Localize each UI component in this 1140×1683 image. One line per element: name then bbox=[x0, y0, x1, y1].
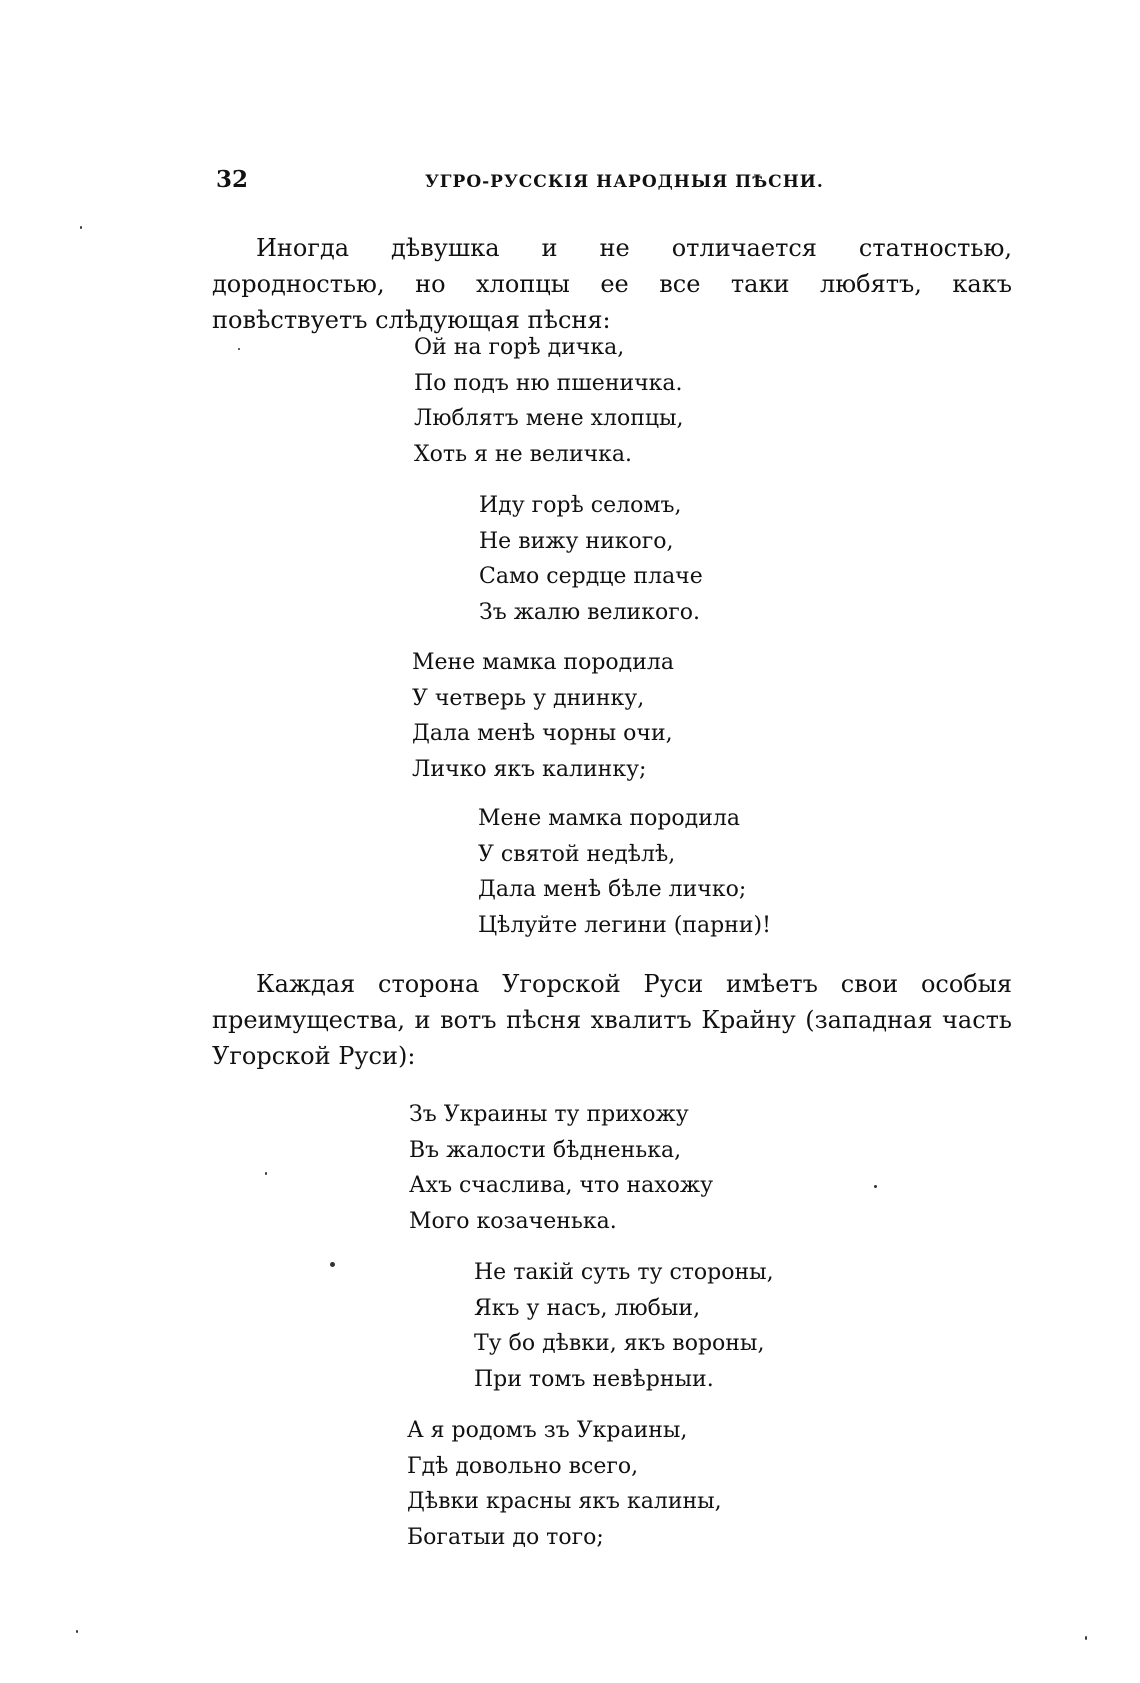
paragraph-intro-song-2 bbox=[212, 966, 1012, 1074]
verse-line: Мого козаченька. bbox=[409, 1208, 617, 1234]
verse-line: Цѣлуйте легини (парни)! bbox=[478, 912, 771, 938]
song-2-stanza-2 bbox=[474, 1255, 774, 1397]
verse-line: Гдѣ довольно всего, bbox=[407, 1453, 639, 1479]
song-2-stanza-1 bbox=[409, 1097, 713, 1239]
verse-line: Дала менѣ чорны очи, bbox=[412, 721, 673, 746]
verse-line: Само сердце плаче bbox=[479, 564, 703, 589]
verse-line: Дѣвки красны якъ калины, bbox=[407, 1489, 722, 1514]
scan-speck bbox=[80, 226, 82, 229]
verse-line: Зъ жалю великого. bbox=[479, 599, 700, 625]
verse-line: При томъ невѣрныи. bbox=[474, 1366, 714, 1392]
scan-speck bbox=[1085, 1636, 1087, 1640]
verse-line: Богатыи до того; bbox=[407, 1524, 604, 1550]
scan-speck bbox=[265, 1172, 267, 1175]
paragraph-intro-song-1 bbox=[212, 230, 1012, 338]
song-1-stanza-3 bbox=[412, 645, 674, 787]
paragraph-text: Иногда дѣвушка и не отличается статностью, дородностью, но хлопцы ее все таки любятъ, какъ повѣствуетъ слѣдующая пѣсня: bbox=[212, 234, 1012, 334]
scan-speck bbox=[238, 348, 240, 350]
scan-speck bbox=[330, 1262, 335, 1267]
verse-line: Ахъ счаслива, что нахожу bbox=[409, 1173, 714, 1198]
song-2-stanza-3 bbox=[407, 1413, 722, 1555]
verse-line: Личко якъ калинку; bbox=[412, 756, 647, 782]
verse-line: У святой недѣлѣ, bbox=[478, 841, 676, 867]
song-1-stanza-2 bbox=[479, 488, 703, 630]
verse-line: Въ жалости бѣдненька, bbox=[409, 1137, 682, 1163]
verse-line: Иду горѣ селомъ, bbox=[479, 493, 682, 518]
page-number: 32 bbox=[216, 166, 249, 193]
paragraph-text: Каждая сторона Угорской Руси имѣетъ свои особыя преимущества, и вотъ пѣсня хвалитъ Крайну (западная часть Угорской Руси): bbox=[212, 970, 1012, 1070]
verse-line: Не такій суть ту стороны, bbox=[474, 1260, 774, 1285]
song-1-stanza-1 bbox=[414, 330, 684, 472]
verse-line: Люблятъ мене хлопцы, bbox=[414, 406, 684, 431]
verse-line: Ой на горѣ дичка, bbox=[414, 335, 625, 360]
verse-line: Якъ у насъ, любыи, bbox=[474, 1295, 701, 1321]
scan-speck bbox=[874, 1185, 877, 1188]
verse-line: Дала менѣ бѣле личко; bbox=[478, 877, 747, 902]
verse-line: Хоть я не величка. bbox=[414, 441, 633, 467]
verse-line: Ту бо дѣвки, якъ вороны, bbox=[474, 1331, 765, 1356]
verse-line: Мене мамка породила bbox=[478, 806, 740, 831]
verse-line: У четверь у днинку, bbox=[412, 685, 645, 711]
song-1-stanza-4 bbox=[478, 801, 771, 943]
running-title: УГРО-РУССКІЯ НАРОДНЫЯ ПѢСНИ. bbox=[425, 172, 824, 192]
verse-line: Зъ Украины ту прихожу bbox=[409, 1102, 689, 1127]
scan-speck bbox=[76, 1630, 78, 1633]
verse-line: Не вижу никого, bbox=[479, 528, 674, 554]
verse-line: А я родомъ зъ Украины, bbox=[407, 1418, 688, 1443]
verse-line: По подъ ню пшеничка. bbox=[414, 370, 683, 396]
verse-line: Мене мамка породила bbox=[412, 650, 674, 675]
